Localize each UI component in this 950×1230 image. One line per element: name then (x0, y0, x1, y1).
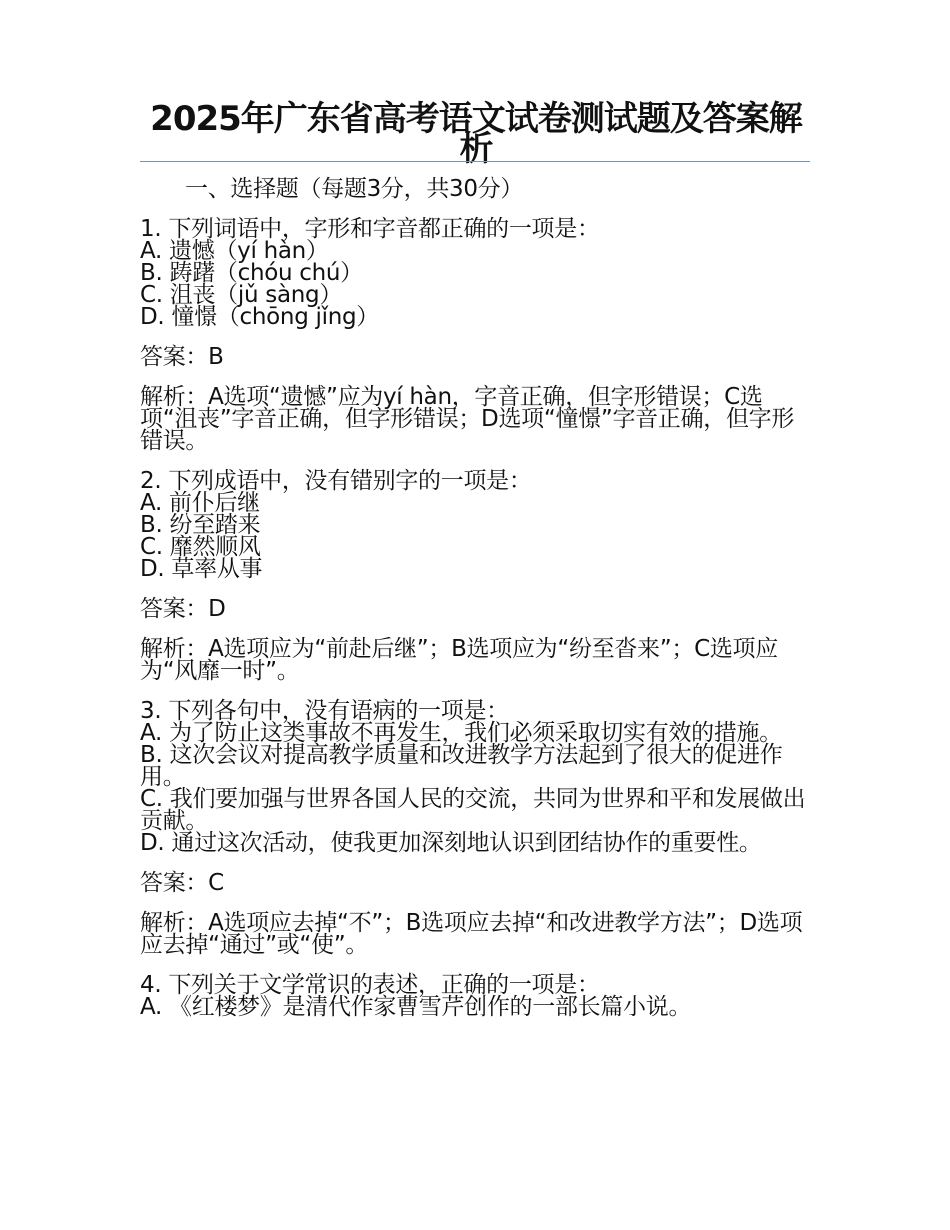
analysis-2: 解析：A选项应为“前赴后继”；B选项应为“纷至沓来”；C选项应为“风靡一时”。 (140, 636, 778, 684)
question-stem: 4. 下列关于文学常识的表述，正确的一项是： (140, 972, 600, 998)
question-option: D. 草率从事 (140, 556, 263, 582)
analysis-3: 解析：A选项应去掉“不”；B选项应去掉“和改进教学方法”；D选项应去掉“通过”或“使”。 (140, 910, 803, 958)
question-option: A. 前仆后继 (140, 490, 260, 516)
question-option: C. 靡然顺风 (140, 534, 261, 560)
question-stem: 3. 下列各句中，没有语病的一项是： (140, 698, 509, 724)
question-option: A. 《红楼梦》是清代作家曹雪芹创作的一部长篇小说。 (140, 994, 692, 1020)
question-option: A. 遗憾（yí hàn） (140, 238, 329, 264)
question-option: D. 通过这次活动，使我更加深刻地认识到团结协作的重要性。 (140, 830, 762, 856)
question-option: D. 憧憬（chōng jǐng） (140, 304, 379, 330)
question-1 (140, 218, 812, 328)
question-option: B. 纷至踏来 (140, 512, 261, 538)
title-rule (140, 161, 810, 162)
question-option: C. 沮丧（jǔ sàng） (140, 282, 343, 308)
analysis-1: 解析：A选项“遗憾”应为yí hàn，字音正确，但字形错误；C选项“沮丧”字音正确，但字形错误；D选项“憧憬”字音正确，但字形错误。 (140, 384, 795, 454)
question-option: B. 踌躇（chóu chú） (140, 260, 363, 286)
question-stem: 2. 下列成语中，没有错别字的一项是： (140, 468, 532, 494)
answer-2: 答案：D (140, 596, 226, 622)
question-option: A. 为了防止这类事故不再发生，我们必须采取切实有效的措施。 (140, 720, 782, 746)
question-option: C. 我们要加强与世界各国人民的交流，共同为世界和平和发展做出贡献。 (140, 786, 806, 834)
document-body (140, 178, 812, 1036)
question-4 (140, 974, 812, 1018)
question-3 (140, 700, 812, 854)
question-stem: 1. 下列词语中，字形和字音都正确的一项是： (140, 216, 600, 242)
section-heading: 一、选择题（每题3分，共30分） (185, 176, 524, 202)
answer-3: 答案：C (140, 870, 224, 896)
question-option: B. 这次会议对提高教学质量和改进教学方法起到了很大的促进作用。 (140, 742, 783, 790)
document-title: 2025年广东省高考语文试卷测试题及答案解析 (150, 99, 802, 169)
question-2 (140, 470, 812, 580)
answer-1: 答案：B (140, 344, 224, 370)
